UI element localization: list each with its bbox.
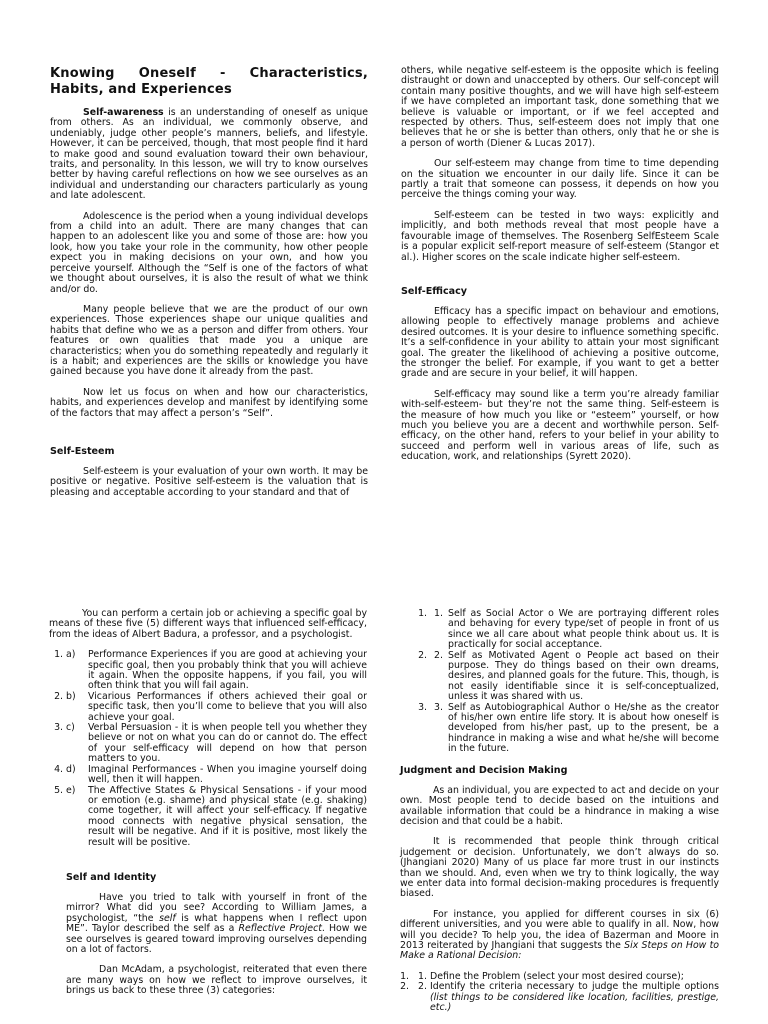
- efficacy-ways-list: [66, 650, 367, 848]
- list-item: 2. b) Vicarious Performances if others achieved their goal or specific task, then you’ll come to believe that you will also achieve your goal.: [66, 692, 367, 723]
- self-esteem-tested-paragraph: Self-esteem can be tested in two ways: explicitly and implicitly, and both methods reveal that most people have a favourable image of themselves. The Rosenberg SelfEsteem Scale is a popular explicit self-report measure of self-esteem (Stangor et al.). Higher scores on the scale indicate higher self-esteem.: [401, 209, 719, 263]
- self-awareness-term: Self-awareness: [83, 107, 164, 118]
- judgment-paragraph-2: It is recommended that people think through critical judgement or decision. Unfortunately, we don’t always do so. (Jhangiani 2020) Many of us place far more trust in our instincts than we should. And, even when we try to think logically, the way we enter data into formal decision-making procedures is frequently biased.: [400, 836, 719, 900]
- identity-paragraph-2: Dan McAdam, a psychologist, reiterated that even there are many ways on how we reflect to improve ourselves, it brings us back to these three (3) categories:: [66, 964, 367, 997]
- list-item: 3. c) Verbal Persuasion - it is when people tell you whether they believe or not on what you can do or cannot do. The effect of your self-efficacy will depend on how that person matters to you.: [66, 723, 367, 765]
- intro-paragraph: [50, 108, 368, 202]
- intro-paragraph-text: is an understanding of oneself as unique from others. As an individual, we commonly observe, and undeniably, judge other people’s manners, beliefs, and lifestyle. However, it can be perceived, though, that most people find it hard to make good and sound evaluation toward their own behaviour, traits, and personality. In this lesson, we will try to know ourselves better by having careful reflections on how we see ourselves as an individual and understanding our characters particularly as young and late adolescent.: [50, 107, 368, 202]
- efficacy-paragraph-1: Efficacy has a specific impact on behaviour and emotions, allowing people to effectively manage problems and achieve desired outcomes. It is your desire to influence something specific. It’s a self-confidence in your ability to attain your most significant goal. The greater the likelihood of achieving a positive outcome, the stronger the belief. For example, if you want to get a better grade and are secure in your belief, it will happen.: [401, 305, 719, 380]
- self-categories-list: [430, 609, 719, 755]
- top-left-column: [50, 66, 368, 498]
- list-item: 1. 1. Self as Social Actor o We are portraying different roles and behaving for every type/set of people in front of us since we all care about what people think about us. It is practically for social acceptance.: [430, 609, 719, 651]
- list-item: 2. 2. Self as Motivated Agent o People act based on their purpose. They do things based on their own dreams, desires, and planned goals for the future. This, though, is not easily identifiable since it is self-conceptualized, unless it was shared with us.: [430, 651, 719, 703]
- list-item: 3. 3. Self as Autobiographical Author o He/she as the creator of his/her own entire life story. It is about how oneself is developed from his/her past, up to the present, be a hindrance in making a wise and what he/she will become in the future.: [430, 703, 719, 755]
- bottom-right-column: [400, 609, 719, 1013]
- decision-steps-list: [412, 972, 719, 1014]
- list-item: 5. e) The Affective States & Physical Sensations - if your mood or emotion (e.g. shame) and physical state (e.g. shaking) come together, it will affect your self-efficacy. If negative mood connects with negative physical sensation, the result will be negative. And if it is positive, most likely the result will be positive.: [66, 786, 367, 848]
- list-item: 4. d) Imaginal Performances - When you imagine yourself doing well, then it will happen.: [66, 765, 367, 786]
- identity-paragraph-1: Have you tried to talk with yourself in front of the mirror? What did you see? According to William James, a psychologist, “the self is what happens when I reflect upon ME”. Taylor described the self as a Reflective Project. How we see ourselves is geared toward improving ourselves depending on a lot of factors.: [66, 891, 367, 955]
- top-right-column: [401, 66, 719, 463]
- judgment-heading: Judgment and Decision Making: [400, 764, 568, 776]
- judgment-paragraph-1: As an individual, you are expected to act and decide on your own. Most people tend to decide based on the intuitions and available information that could be a hindrance in making a wise decision and that could be a habit.: [400, 784, 719, 827]
- efficacy-paragraph-2: Self-efficacy may sound like a term you’re already familiar with-self-esteem- but they’re not the same thing. Self-esteem is the measure of how much you like or “esteem” yourself, or how much you believe you are a decent and worthwhile person. Self-efficacy, on the other hand, refers to your belief in your ability to succeed and perform well in various areas of life, such as education, work, and relationships (Syrett 2020).: [401, 388, 719, 463]
- self-efficacy-heading: Self-Efficacy: [401, 285, 468, 297]
- list-item: 1. a) Performance Experiences if you are good at achieving your specific goal, then you probably think that you will achieve it again. When the opposite happens, if you fail, you will often think that you will fail again.: [66, 650, 367, 692]
- adolescence-paragraph: Adolescence is the period when a young individual develops from a child into an adult. There are many changes that can happen to an adolescent like you and some of those are: how you look, how you take your role in the community, how other people expect you in making decisions on your own, and how you perceive yourself. Although the “Self is one of the factors of what we thought about ourselves, it is also the result of what we think and/or do.: [50, 210, 368, 295]
- list-item: 1. 1. Define the Problem (select your most desired course);: [412, 972, 719, 982]
- experiences-paragraph: Many people believe that we are the product of our own experiences. Those experiences shape our unique qualities and habits that define who we as a person and differ from others. Your features or own qualities that made you a unique are characteristics; when you do something repeatedly and regularly it is a habit; and experiences are the skills or knowledge you have gained because you have done it already from the past.: [50, 303, 368, 378]
- page-title: Knowing Oneself - Characteristics, Habits, and Experiences: [50, 66, 368, 97]
- judgment-paragraph-3: For instance, you applied for different courses in six (6) different universities, and you were able to qualify in all. Now, how will you decide? To help you, the idea of Bazerman and Moore in 2013 reiterated by Jhangiani that suggests the Six Steps on How to Make a Rational Decision:: [400, 908, 719, 962]
- self-identity-heading: Self and Identity: [66, 871, 157, 883]
- list-item: 2. 2. Identify the criteria necessary to judge the multiple options (list things to be considered like location, facilities, prestige, etc.): [412, 982, 719, 1013]
- self-esteem-continued-paragraph: others, while negative self-esteem is the opposite which is feeling distraught or down and unaccepted by others. Our self-concept will contain many positive thoughts, and we will have high self-esteem if we have completed an important task, done something that we believe is valuable or important, or if we feel accepted and respected by others. Thus, self-esteem does not imply that one believes that he or she is better than others, only that he or she is a person of worth (Diener & Lucas 2017).: [401, 65, 719, 149]
- efficacy-ways-intro: You can perform a certain job or achieving a specific goal by means of these five (5) different ways that influenced self-efficacy, from the ideas of Albert Badura, a professor, and a psychologist.: [49, 608, 367, 640]
- focus-paragraph: Now let us focus on when and how our characteristics, habits, and experiences develop and manifest by identifying some of the factors that may affect a person’s “Self”.: [50, 386, 368, 419]
- self-esteem-paragraph: Self-esteem is your evaluation of your own worth. It may be positive or negative. Positive self-esteem is the valuation that is pleasing and acceptable according to your standard and that of: [50, 465, 368, 498]
- self-esteem-change-paragraph: Our self-esteem may change from time to time depending on the situation we encounter in our daily life. Since it can be partly a trait that someone can possess, it depends on how you perceive the things coming your way.: [401, 158, 719, 201]
- self-esteem-heading: Self-Esteem: [50, 445, 115, 457]
- bottom-left-column: [49, 609, 367, 997]
